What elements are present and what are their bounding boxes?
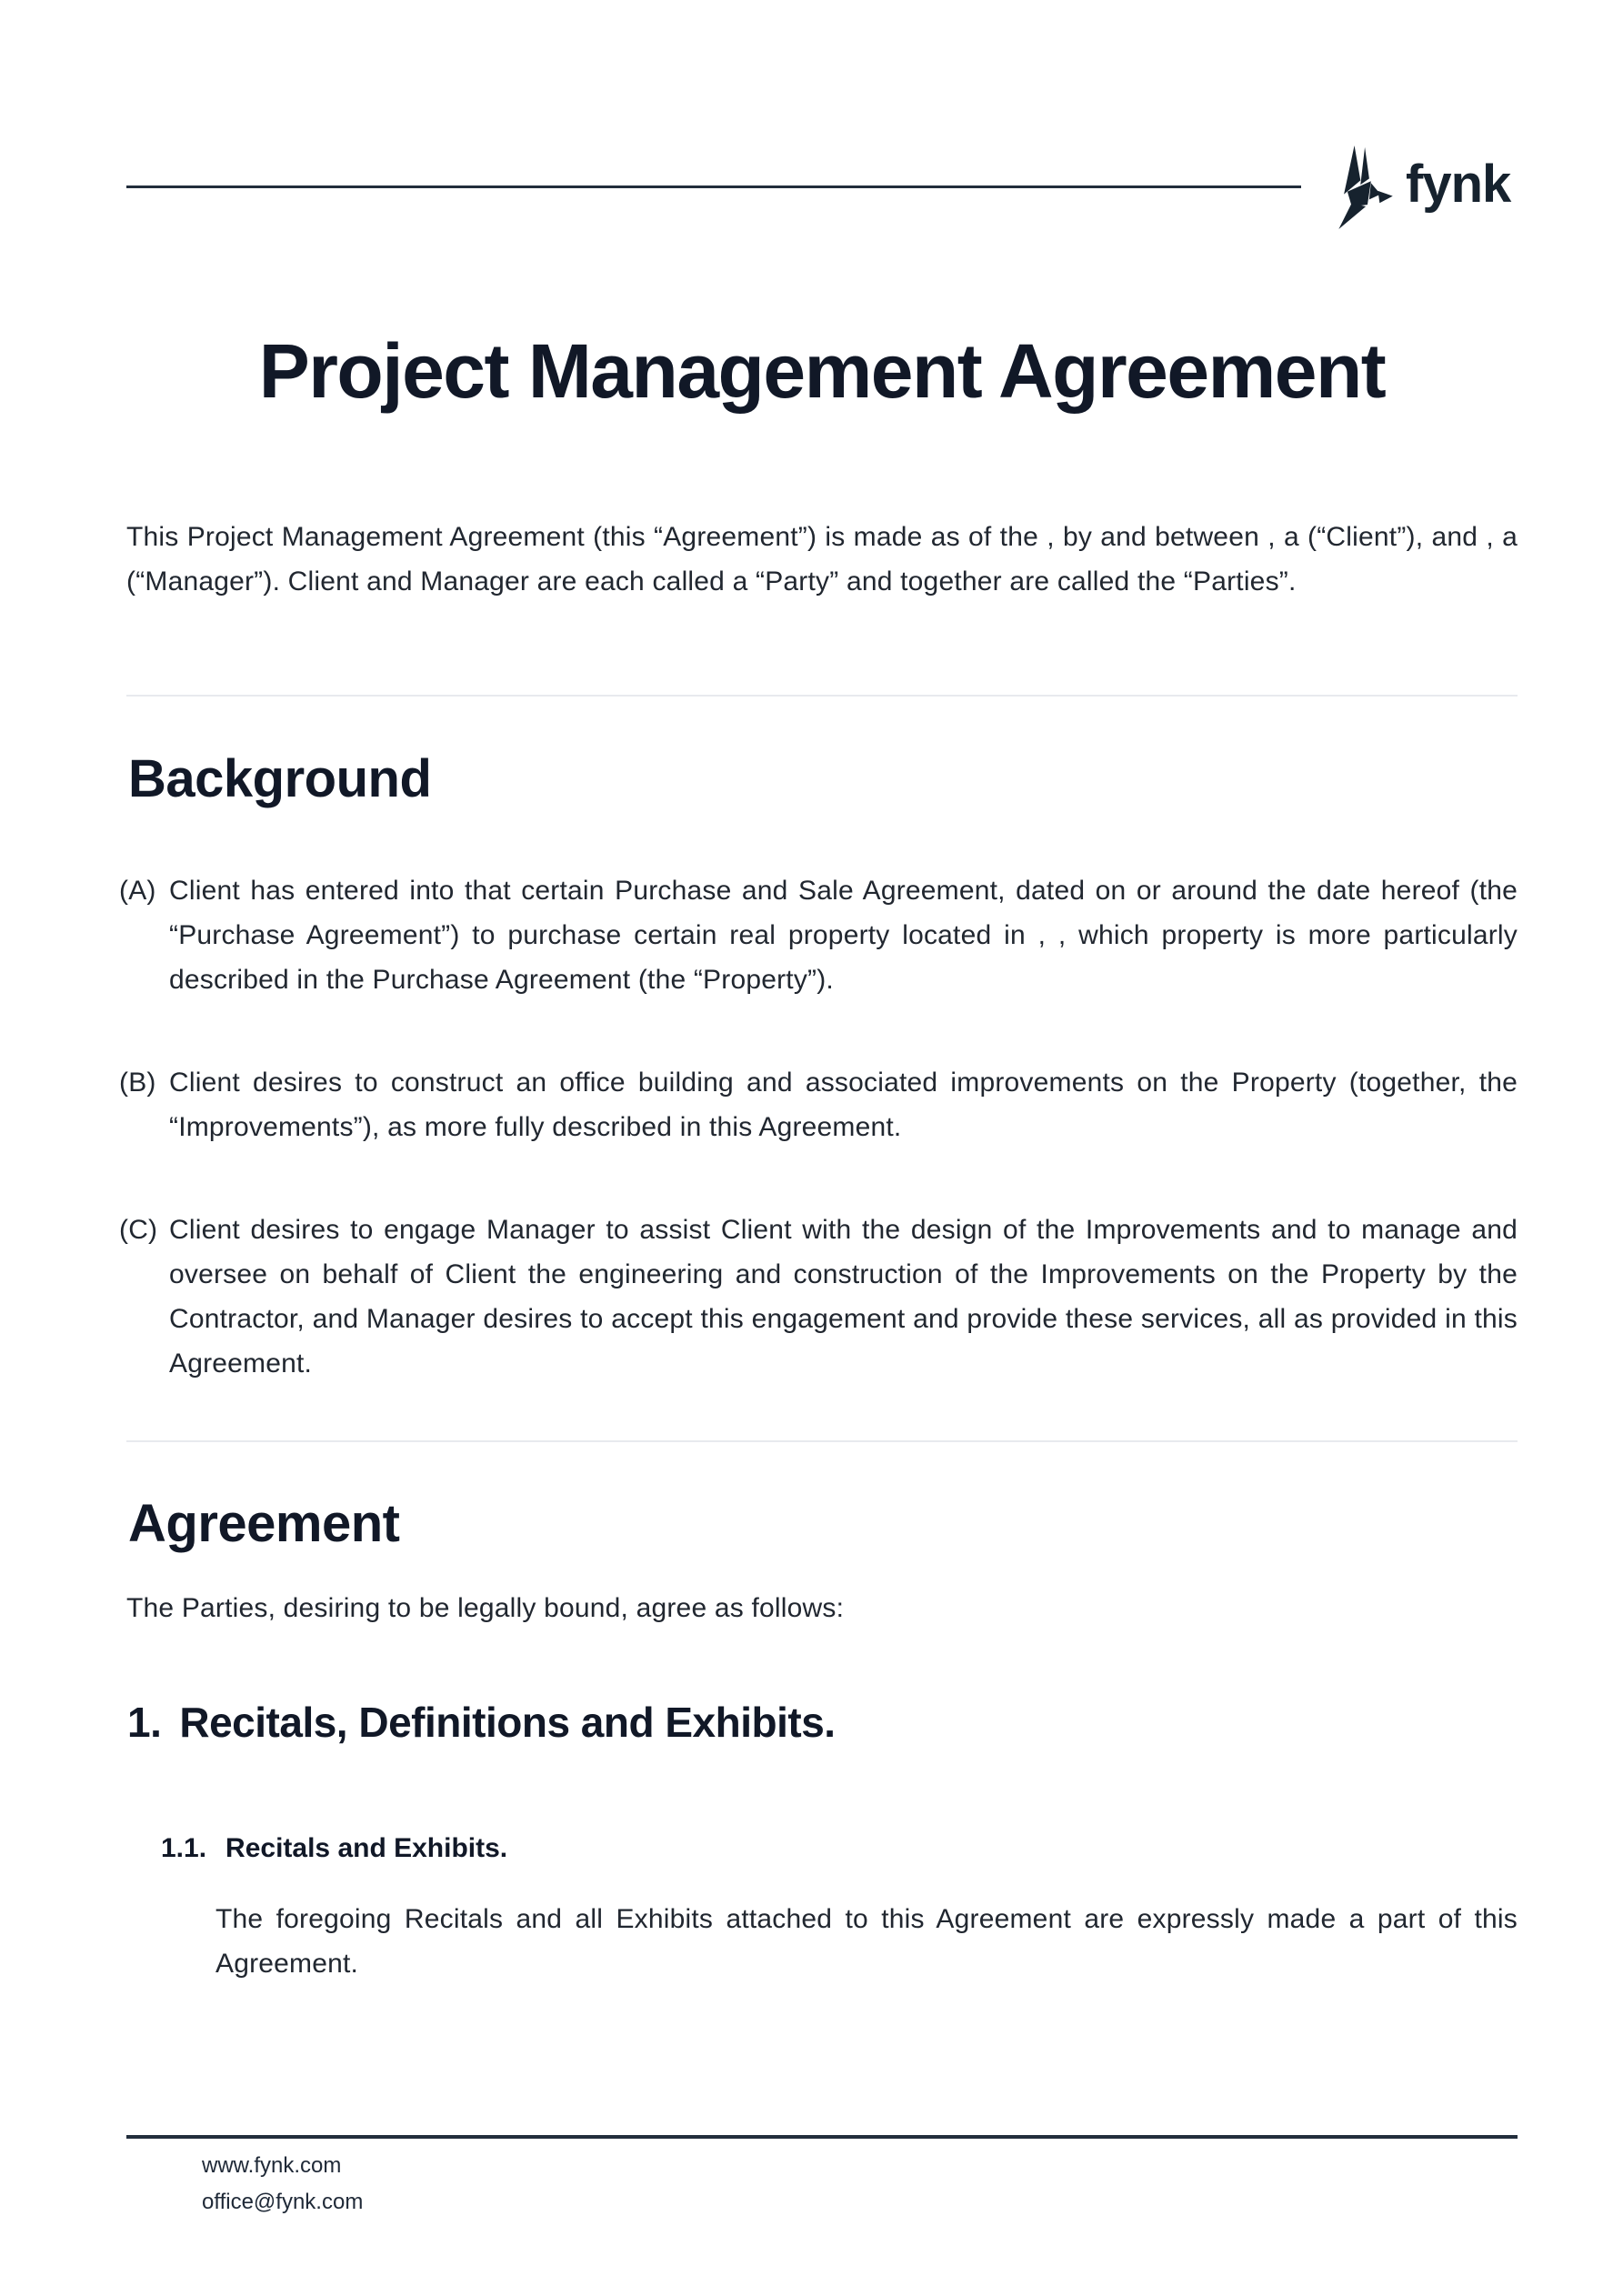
recital-item-c xyxy=(119,1208,1518,1386)
recital-item-b xyxy=(119,1060,1518,1149)
fynk-logo xyxy=(1338,145,1510,229)
footer xyxy=(202,2148,363,2221)
section-1-1-title: Recitals and Exhibits. xyxy=(225,1833,508,1863)
recital-label-c: (C) xyxy=(119,1215,158,1245)
footer-website: www.fynk.com xyxy=(202,2153,342,2178)
section-1-1-number: 1.1. xyxy=(161,1833,207,1863)
section-1-1-body: The foregoing Recitals and all Exhibits attached to this Agreement are expressly made a part of this Agreement. xyxy=(215,1904,1518,1979)
recital-label-a: (A) xyxy=(119,876,156,906)
document-title: Project Management Agreement xyxy=(258,328,1386,414)
background-heading: Background xyxy=(128,749,432,808)
header-rule xyxy=(126,185,1301,188)
agreement-lead-paragraph: The Parties, desiring to be legally bound, agree as follows: xyxy=(126,1593,845,1623)
section-1-1-heading xyxy=(161,1831,1518,1866)
intro-paragraph: This Project Management Agreement (this “Agreement”) is made as of the , by and between , a (“Client”), and , a (“Manager”). Client and Manager are each called a “Party” and together are called the “Parties”. xyxy=(126,522,1518,597)
section-1-heading xyxy=(127,1699,1518,1746)
background-recitals-list xyxy=(119,868,1518,1386)
fynk-logo-text: fynk xyxy=(1406,155,1511,214)
recital-text-b: Client desires to construct an office building and associated improvements on the Property (together, the “Improvements”), as more fully described in this Agreement. xyxy=(169,1068,1518,1142)
recital-text-a: Client has entered into that certain Purchase and Sale Agreement, dated on or around the date hereof (the “Purchase Agreement”) to purchase certain real property located in , , which property is more particularly described in the Purchase Agreement (the “Property”). xyxy=(169,876,1518,995)
section-1-number: 1. xyxy=(127,1699,162,1746)
section-1-title: Recitals, Definitions and Exhibits. xyxy=(179,1699,836,1746)
recital-label-b: (B) xyxy=(119,1068,156,1098)
footer-email: office@fynk.com xyxy=(202,2190,364,2214)
footer-rule xyxy=(126,2135,1518,2139)
agreement-heading: Agreement xyxy=(128,1494,400,1553)
section-divider xyxy=(126,695,1518,697)
fynk-logo-bird-icon xyxy=(1338,145,1395,229)
recital-item-a xyxy=(119,868,1518,1002)
recital-text-c: Client desires to engage Manager to assist Client with the design of the Improvements and to manage and oversee on behalf of Client the engineering and construction of the Improvements on the Property by the Contractor, and Manager desires to accept this engagement and provide these services, all as provided in this Agreement. xyxy=(169,1215,1518,1379)
section-divider xyxy=(126,1440,1518,1442)
